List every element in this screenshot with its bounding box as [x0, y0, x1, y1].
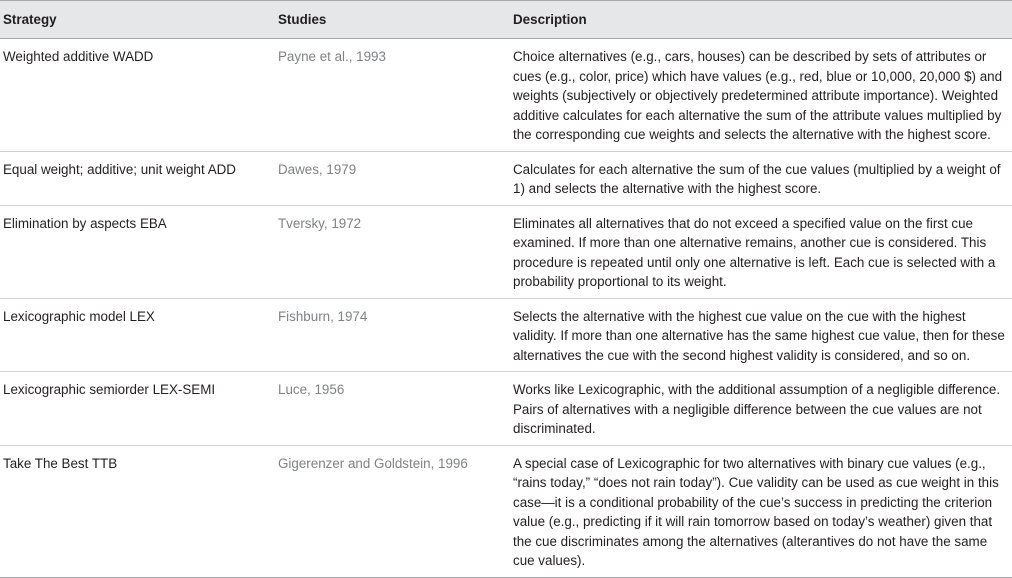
table-row — [0, 445, 1012, 577]
header-description: Description — [513, 1, 1012, 39]
description-cell: Eliminates all alternatives that do not exceed a specified value on the first cue examined. If more than one alternative remains, another cue is considered. This procedure is repeated until only one alternative is left. Each cue is selected with a probability proportional to its weight. — [513, 205, 1012, 298]
table-row — [0, 151, 1012, 205]
header-studies: Studies — [278, 1, 513, 39]
strategy-cell: Lexicographic model LEX — [0, 298, 278, 372]
studies-cell: Gigerenzer and Goldstein, 1996 — [278, 445, 513, 577]
description-cell: Works like Lexicographic, with the additional assumption of a negligible difference. Pairs of alternatives with a negligible difference between the cue values are not discriminated. — [513, 372, 1012, 446]
studies-cell: Fishburn, 1974 — [278, 298, 513, 372]
table-row — [0, 298, 1012, 372]
description-cell: Choice alternatives (e.g., cars, houses) can be described by sets of attributes or cues (e.g., color, price) which have values (e.g., red, blue or 10,000, 20,000 $) and weights (subjectively or objectively predetermined attribute importance). Weighted additive calculates for each alternative the sum of the attribute values multiplied by the corresponding cue weights and selects the alternative with the highest score. — [513, 49, 1003, 142]
strategy-cell: Weighted additive WADD — [3, 49, 154, 64]
strategy-cell: Elimination by aspects EBA — [0, 205, 278, 298]
description-cell: Calculates for each alternative the sum of the cue values (multiplied by a weight of 1) and selects the alternative with the highest score. — [513, 151, 1012, 205]
studies-cell: Luce, 1956 — [278, 372, 513, 446]
studies-cell: Tversky, 1972 — [278, 205, 513, 298]
table-row — [0, 205, 1012, 298]
strategy-cell: Equal weight; additive; unit weight ADD — [0, 151, 278, 205]
description-cell: Selects the alternative with the highest cue value on the cue with the highest validity. If more than one alternative has the same highest cue value, then for these alternatives the cue with the second highest validity is considered, and so on. — [513, 298, 1012, 372]
description-cell: A special case of Lexicographic for two alternatives with binary cue values (e.g., “rains today,” “does not rain today”). Cue validity can be used as cue weight in this case—it is a conditional probability of the cue’s success in predicting the criterion value (e.g., predicting if it will rain tomorrow based on today’s weather) given that the cue discriminates among the alternatives (alterantives do not have the same cue values). — [513, 445, 1012, 577]
table-row — [0, 39, 1012, 152]
table-header — [0, 1, 1012, 39]
header-row — [0, 1, 1012, 39]
header-strategy: Strategy — [0, 1, 278, 39]
studies-cell: Payne et al., 1993 — [278, 49, 386, 64]
strategy-cell: Take The Best TTB — [0, 445, 278, 577]
strategy-cell: Lexicographic semiorder LEX-SEMI — [0, 372, 278, 446]
table-row — [0, 372, 1012, 446]
table-body — [0, 39, 1012, 578]
studies-cell: Dawes, 1979 — [278, 151, 513, 205]
